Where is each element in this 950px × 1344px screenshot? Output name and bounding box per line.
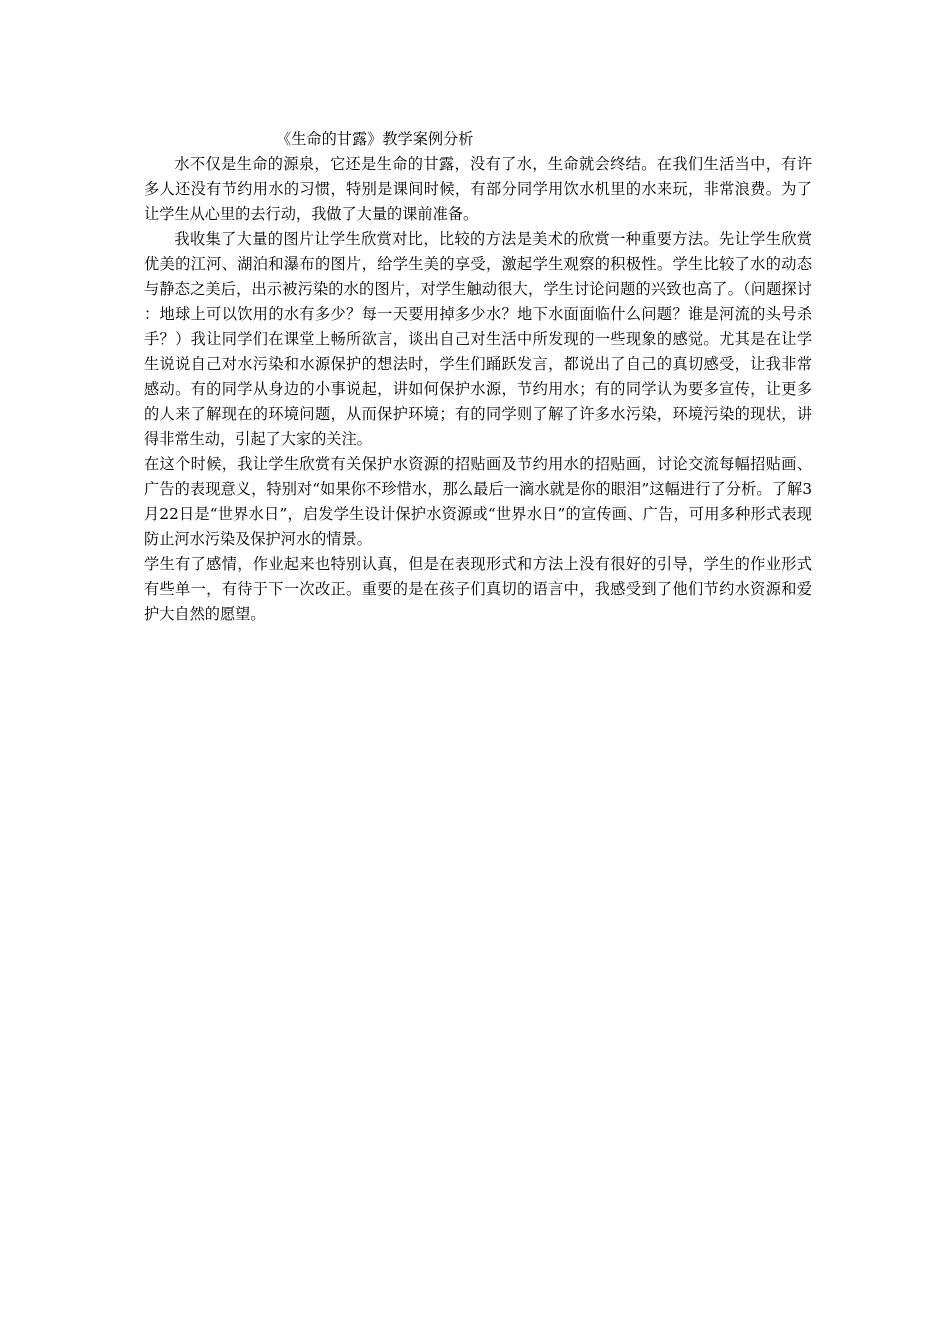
paragraph-activity: 我收集了大量的图片让学生欣赏对比，比较的方法是美术的欣赏一种重要方法。先让学生欣赏优美的江河、湖泊和瀑布的图片，给学生美的享受，激起学生观察的积极性。学生比较了水的动态与静态之美后，出示被污染的水的图片，对学生触动很大，学生讨论问题的兴致也高了。（问题探讨：地球上可以饮用的水有多少？每一天要用掉多少水？地下水面面临什么问题？谁是河流的头号杀手？）我让同学们在课堂上畅所欲言，谈出自己对生活中所发现的一些现象的感觉。尤其是在让学生说说自己对水污染和水源保护的想法时，学生们踊跃发言，都说出了自己的真切感受，让我非常感动。有的同学从身边的小事说起，讲如何保护水源，节约用水；有的同学认为要多宣传，让更多的人来了解现在的环境问题，从而保护环境；有的同学则了解了许多水污染，环境污染的现状，讲得非常生动，引起了大家的关注。 <box>144 230 812 448</box>
paragraph-intro: 水不仅是生命的源泉，它还是生命的甘露，没有了水，生命就会终结。在我们生活当中，有许多人还没有节约用水的习惯，特别是课间时候，有部分同学用饮水机里的水来玩，非常浪费。为了让学生从心里的去行动，我做了大量的课前准备。 <box>144 155 812 223</box>
document-title: 《生命的甘露》教学案例分析 <box>276 130 474 148</box>
paragraph-posters: 在这个时候，我让学生欣赏有关保护水资源的招贴画及节约用水的招贴画，讨论交流每幅招贴画、广告的表现意义，特别对“如果你不珍惜水，那么最后一滴水就是你的眼泪”这幅进行了分析。了解3月22日是“世界水日”，启发学生设计保护水资源或“世界水日”的宣传画、广告，可用多种形式表现防止河水污染及保护河水的情景。 <box>144 455 812 548</box>
paragraph-reflection: 学生有了感情，作业起来也特别认真，但是在表现形式和方法上没有很好的引导，学生的作业形式有些单一，有待于下一次改正。重要的是在孩子们真切的语言中，我感受到了他们节约水资源和爱护大自然的愿望。 <box>144 555 812 623</box>
document-body <box>144 127 812 627</box>
